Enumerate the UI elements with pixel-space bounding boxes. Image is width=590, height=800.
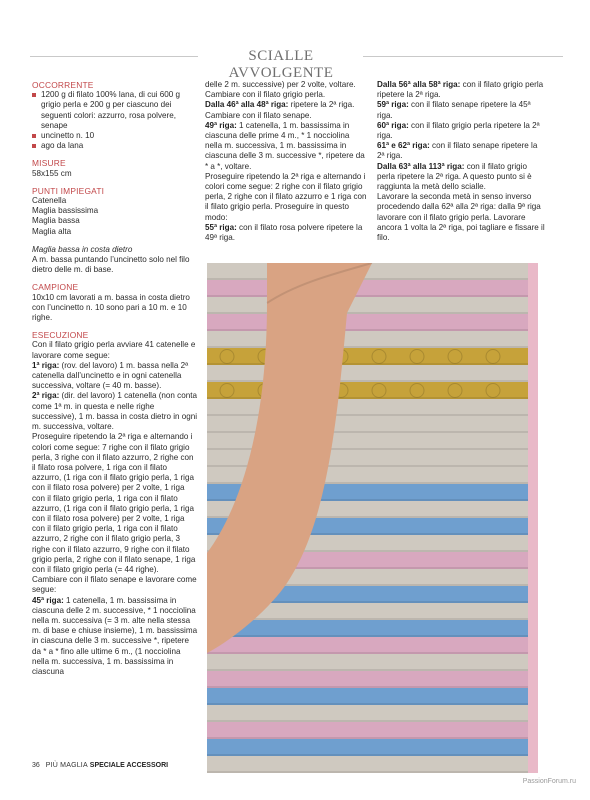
bobble-stitch	[448, 350, 462, 364]
stitch-item: Maglia alta	[32, 226, 72, 236]
row-label: 59ª riga:	[377, 100, 409, 110]
magazine-name: PIÙ MAGLIA	[45, 762, 88, 769]
watermark: PassionForum.ru	[522, 778, 576, 785]
shawl-stripe	[207, 620, 528, 637]
row-label: 55ª riga:	[205, 222, 237, 232]
row-label: 45ª riga:	[32, 595, 64, 605]
row-text: con il filato grigio perla ripetere la 2ª riga.	[377, 80, 544, 100]
shawl-stripe	[207, 382, 528, 399]
bobble-stitch	[410, 384, 424, 398]
bobble-stitch	[372, 384, 386, 398]
bobble-stitch	[486, 350, 500, 364]
column-1	[32, 80, 198, 677]
instruction-row	[377, 162, 545, 193]
shawl-photo	[207, 263, 538, 773]
instruction-row	[377, 100, 545, 120]
header-rule-right	[363, 56, 563, 57]
stitch-item: Maglia bassissima	[32, 206, 99, 216]
materials-item: 1200 g di filato 100% lana, di cui 600 g grigio perla e 200 g per ciascuno dei seguenti colori: azzurro, rosa polvere, senape	[32, 90, 198, 131]
page-title: SCIALLE AVVOLGENTE	[228, 48, 334, 81]
instruction-row	[377, 141, 545, 161]
shawl-stripe	[207, 637, 528, 654]
shawl-stripe	[207, 705, 528, 722]
row-text: (dir. del lavoro) 1 catenella (non conta come 1ª m. in questa e nelle righe successive), 1 m. bassa in costa dietro in ogni m. successiva, voltare.	[32, 391, 198, 432]
instruction-row	[32, 391, 198, 432]
shawl-stripe	[207, 688, 528, 705]
shawl-stripe	[207, 314, 528, 331]
measurements-value: 58x155 cm	[32, 168, 72, 178]
shawl-stripe	[207, 722, 528, 739]
row-text: con il filato senape ripetere la 2ª riga.	[377, 141, 538, 161]
page-number: 36	[32, 762, 40, 769]
instruction-paragraph: Cambiare con il filato senape e lavorare come segue:	[32, 575, 197, 595]
shawl-stripe	[207, 297, 528, 314]
row-label: 49ª riga:	[205, 120, 237, 130]
bobble-stitch	[448, 384, 462, 398]
stitch-item: Catenella	[32, 196, 67, 206]
instruction-paragraph: Lavorare la seconda metà in senso inverso procedendo dalla 62ª alla 2ª riga: dalla 9ª riga lavorare con il filato grigio perla. Lavorare ancora 1 volta la 2ª riga, poi tagliare e fissare il filo.	[377, 192, 545, 243]
shawl-stripe	[207, 365, 528, 382]
bobble-stitch	[372, 350, 386, 364]
materials-list	[32, 90, 198, 151]
row-text: con il filato senape ripetere la 45ª riga.	[377, 100, 531, 120]
shawl-stripe	[207, 416, 528, 433]
bobble-stitch	[486, 384, 500, 398]
section-heading-esecuzione: ESECUZIONE	[32, 330, 89, 341]
section-heading-campione: CAMPIONE	[32, 282, 79, 293]
materials-item: uncinetto n. 10	[32, 131, 198, 141]
shawl-stripe	[207, 399, 528, 416]
row-text: con il filato grigio perla ripetere la 2ª riga. A questo punto si è raggiunta la metà dello scialle.	[377, 161, 532, 192]
row-label: 1ª riga:	[32, 360, 60, 370]
photo-edge	[528, 263, 538, 773]
shawl-stripe	[207, 739, 528, 756]
instruction-row	[205, 121, 367, 172]
column-3	[377, 80, 545, 243]
row-label: 2ª riga:	[32, 391, 60, 401]
instruction-paragraph: Proseguire ripetendo la 2ª riga e alternando i colori come segue: 2 righe con il filato grigio perla, 2 righe con il filato azzurro e 1 riga con il filato grigio perla. Proseguire in questo modo:	[205, 171, 367, 222]
row-label: Dalla 63ª alla 113ª riga:	[377, 161, 465, 171]
column-2	[205, 80, 367, 243]
stitch-item: Maglia bassa	[32, 216, 80, 226]
gauge-text: 10x10 cm lavorati a m. bassa in costa dietro con l’uncinetto n. 10 sono pari a 10 m. e 10 righe.	[32, 292, 190, 323]
shawl-stripe	[207, 280, 528, 297]
instruction-row	[32, 361, 198, 392]
instruction-row	[377, 121, 545, 141]
section-heading-punti: PUNTI IMPIEGATI	[32, 185, 105, 196]
shawl-photo-illustration	[207, 263, 538, 773]
instruction-paragraph: Proseguire ripetendo la 2ª riga e alternando i colori come segue: 7 righe con il filato grigio perla, 3 righe con il filato azzurro, 2 righe con il filato rosa polvere, 1 riga con il filato azzurro, (1 riga con il filato grigio perla, 1 riga con il filato rosa polvere) per 2 volte, 1 riga con il filato grigio perla, 1 riga con il filato azzurro, (1 riga con il filato grigio perla, 1 riga con il filato rosa polvere) per 2 volte, 1 riga con il filato grigio perla, 1 riga con il filato azzurro, 2 righe con il filato grigio perla, 3 righe con il filato azzurro, 9 righe con il filato grigio perla, 2 righe con il filato senape, 1 riga con il filato grigio perla (= 44 righe).	[32, 432, 196, 574]
shawl-stripe	[207, 671, 528, 688]
row-label: Dalla 56ª alla 58ª riga:	[377, 80, 461, 89]
shawl-stripe	[207, 348, 528, 365]
row-label: Dalla 46ª alla 48ª riga:	[205, 100, 289, 110]
shawl-stripe	[207, 756, 528, 773]
page-header	[0, 48, 590, 81]
page-footer	[32, 762, 168, 769]
row-text: con il filato grigio perla ripetere la 2ª riga.	[377, 120, 540, 141]
instruction-row	[205, 100, 367, 120]
header-rule-left	[30, 56, 198, 57]
row-text: (rov. del lavoro) 1 m. bassa nella 2ª catenella dall’uncinetto e in ogni catenella successiva, voltare (= 40 m. basse).	[32, 360, 189, 391]
bobble-stitch	[220, 350, 234, 364]
special-stitch-text: A m. bassa puntando l’uncinetto solo nel filo dietro delle m. di base.	[32, 255, 190, 275]
magazine-issue: SPECIALE ACCESSORI	[89, 762, 169, 769]
section-heading-occorrente: OCCORRENTE	[32, 80, 94, 90]
row-label: 60ª riga:	[377, 120, 409, 130]
row-label: 61ª e 62ª riga:	[377, 141, 430, 151]
row-text: con il filato rosa polvere ripetere la 49ª riga.	[205, 222, 363, 243]
row-text: ripetere la 2ª riga. Cambiare con il filato senape.	[205, 100, 355, 120]
bobble-stitch	[220, 384, 234, 398]
row-text: 1 catenella, 1 m. bassissima in ciascuna delle 2 m. successive, * 1 nocciolina nella m. successiva (= 3 m. alte nella stessa m. di base e chiuse insieme), 1 m. bassissima in ciascuna delle 3 m. successive *, ripetere da * a * fino alle ultime 6 m., (1 nocciolina nella m. successiva, 1 m. bassissima in ciascuna	[32, 595, 198, 676]
special-stitch-title: Maglia bassa in costa dietro	[32, 244, 133, 254]
instruction-paragraph: Con il filato grigio perla avviare 41 catenelle e lavorare come segue:	[32, 340, 196, 360]
instruction-row	[32, 596, 198, 678]
instruction-row	[205, 223, 367, 243]
row-text: 1 catenella, 1 m. bassissima in ciascuna delle prime 4 m., * 1 nocciolina nella m. successiva, 1 m. bassissima in ciascuna delle 3 m. successive *, ripetere da * a *, voltare.	[205, 120, 365, 171]
shawl-stripe	[207, 331, 528, 348]
instruction-paragraph: delle 2 m. successive) per 2 volte, voltare. Cambiare con il filato grigio perla.	[205, 80, 356, 100]
shawl-stripe	[207, 654, 528, 671]
instruction-row	[377, 80, 545, 100]
bobble-stitch	[410, 350, 424, 364]
section-heading-misure: MISURE	[32, 158, 66, 169]
materials-item: ago da lana	[32, 141, 198, 151]
